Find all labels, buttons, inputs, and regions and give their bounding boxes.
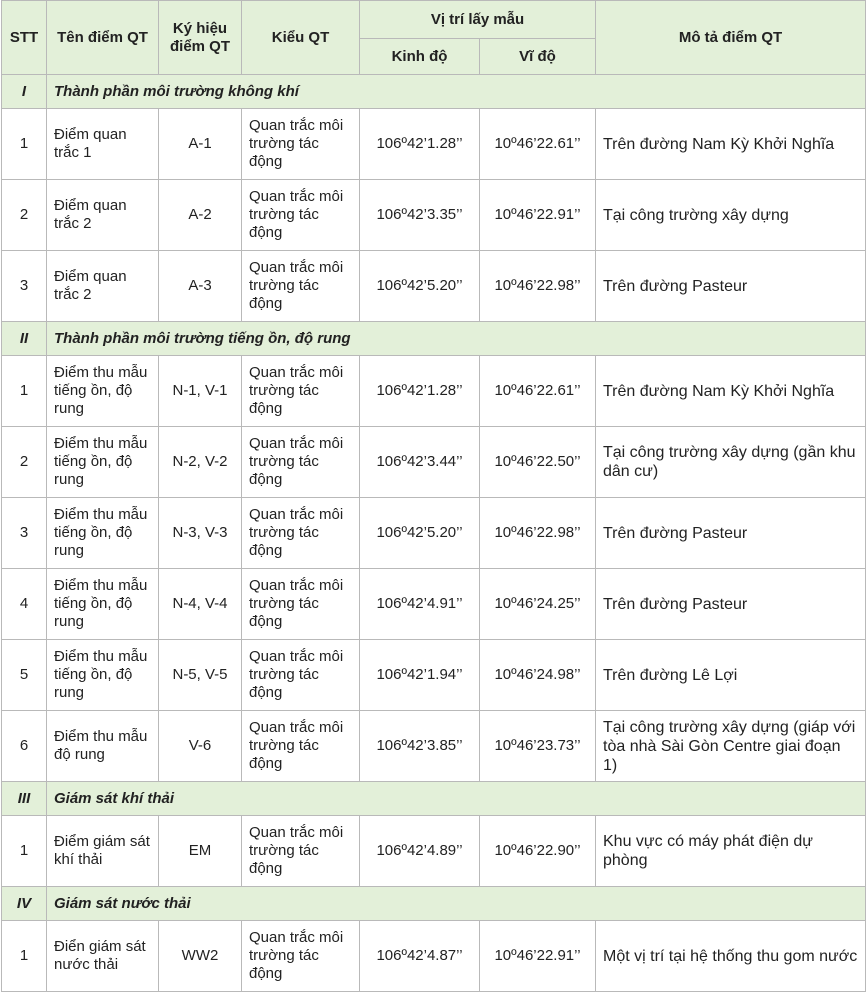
point-code: A-1 xyxy=(159,109,242,180)
point-description: Tại công trường xây dựng (giáp với tòa nhà Sài Gòn Centre giai đoạn 1) xyxy=(596,711,866,782)
point-code: N-1, V-1 xyxy=(159,356,242,427)
monitoring-type: Quan trắc môi trường tác động xyxy=(242,109,360,180)
header-latitude: Vĩ độ xyxy=(480,39,596,75)
point-name: Điểm thu mẫu tiếng ồn, độ rung xyxy=(47,427,159,498)
row-stt: 3 xyxy=(2,498,47,569)
row-stt: 5 xyxy=(2,640,47,711)
section-row xyxy=(2,75,866,109)
section-title: Thành phần môi trường không khí xyxy=(47,75,866,109)
longitude: 106º42’5.20’’ xyxy=(360,251,480,322)
longitude: 106º42’4.91’’ xyxy=(360,569,480,640)
row-stt: 3 xyxy=(2,251,47,322)
table-row xyxy=(2,816,866,887)
point-code: N-4, V-4 xyxy=(159,569,242,640)
point-name: Điểm thu mẫu tiếng ồn, độ rung xyxy=(47,569,159,640)
header-stt: STT xyxy=(2,1,47,75)
latitude: 10º46’23.73’’ xyxy=(480,711,596,782)
table-row xyxy=(2,498,866,569)
header-point-name: Tên điểm QT xyxy=(47,1,159,75)
monitoring-type: Quan trắc môi trường tác động xyxy=(242,498,360,569)
header-sampling-location: Vị trí lấy mẫu xyxy=(360,1,596,39)
section-title: Giám sát nước thải xyxy=(47,887,866,921)
row-stt: 2 xyxy=(2,180,47,251)
table-row xyxy=(2,711,866,782)
monitoring-points-table xyxy=(1,0,866,992)
point-name: Điểm quan trắc 2 xyxy=(47,251,159,322)
point-description: Một vị trí tại hệ thống thu gom nước xyxy=(596,921,866,992)
latitude: 10º46’22.91’’ xyxy=(480,921,596,992)
longitude: 106º42’1.28’’ xyxy=(360,109,480,180)
header-point-code: Ký hiệu điểm QT xyxy=(159,1,242,75)
latitude: 10º46’22.98’’ xyxy=(480,251,596,322)
point-description: Khu vực có máy phát điện dự phòng xyxy=(596,816,866,887)
longitude: 106º42’3.44’’ xyxy=(360,427,480,498)
table-row xyxy=(2,640,866,711)
point-name: Điểm giám sát khí thải xyxy=(47,816,159,887)
point-code: A-3 xyxy=(159,251,242,322)
point-code: WW2 xyxy=(159,921,242,992)
section-row xyxy=(2,782,866,816)
point-code: N-5, V-5 xyxy=(159,640,242,711)
longitude: 106º42’1.28’’ xyxy=(360,356,480,427)
latitude: 10º46’22.50’’ xyxy=(480,427,596,498)
table-row xyxy=(2,569,866,640)
latitude: 10º46’24.25’’ xyxy=(480,569,596,640)
point-name: Điểm thu mẫu tiếng ồn, độ rung xyxy=(47,640,159,711)
row-stt: 1 xyxy=(2,921,47,992)
point-code: V-6 xyxy=(159,711,242,782)
point-name: Điểm thu mẫu độ rung xyxy=(47,711,159,782)
monitoring-type: Quan trắc môi trường tác động xyxy=(242,711,360,782)
monitoring-type: Quan trắc môi trường tác động xyxy=(242,356,360,427)
header-longitude: Kinh độ xyxy=(360,39,480,75)
header-description: Mô tả điểm QT xyxy=(596,1,866,75)
longitude: 106º42’3.35’’ xyxy=(360,180,480,251)
point-description: Tại công trường xây dựng (gần khu dân cư) xyxy=(596,427,866,498)
point-name: Điển giám sát nước thải xyxy=(47,921,159,992)
point-description: Trên đường Nam Kỳ Khởi Nghĩa xyxy=(596,356,866,427)
section-number: I xyxy=(2,75,47,109)
monitoring-type: Quan trắc môi trường tác động xyxy=(242,180,360,251)
monitoring-type: Quan trắc môi trường tác động xyxy=(242,921,360,992)
point-code: EM xyxy=(159,816,242,887)
monitoring-type: Quan trắc môi trường tác động xyxy=(242,427,360,498)
point-code: N-2, V-2 xyxy=(159,427,242,498)
row-stt: 1 xyxy=(2,816,47,887)
header-monitoring-type: Kiểu QT xyxy=(242,1,360,75)
table-row xyxy=(2,180,866,251)
point-name: Điểm quan trắc 2 xyxy=(47,180,159,251)
point-name: Điểm thu mẫu tiếng ồn, độ rung xyxy=(47,356,159,427)
section-row xyxy=(2,887,866,921)
section-row xyxy=(2,322,866,356)
section-number: IV xyxy=(2,887,47,921)
table-body xyxy=(2,75,866,992)
latitude: 10º46’22.98’’ xyxy=(480,498,596,569)
monitoring-type: Quan trắc môi trường tác động xyxy=(242,640,360,711)
row-stt: 4 xyxy=(2,569,47,640)
latitude: 10º46’24.98’’ xyxy=(480,640,596,711)
point-code: A-2 xyxy=(159,180,242,251)
monitoring-type: Quan trắc môi trường tác động xyxy=(242,251,360,322)
row-stt: 6 xyxy=(2,711,47,782)
section-number: II xyxy=(2,322,47,356)
point-description: Tại công trường xây dựng xyxy=(596,180,866,251)
longitude: 106º42’4.87’’ xyxy=(360,921,480,992)
point-description: Trên đường Pasteur xyxy=(596,498,866,569)
row-stt: 1 xyxy=(2,109,47,180)
latitude: 10º46’22.61’’ xyxy=(480,356,596,427)
point-name: Điểm quan trắc 1 xyxy=(47,109,159,180)
point-description: Trên đường Pasteur xyxy=(596,251,866,322)
longitude: 106º42’5.20’’ xyxy=(360,498,480,569)
point-description: Trên đường Nam Kỳ Khởi Nghĩa xyxy=(596,109,866,180)
latitude: 10º46’22.91’’ xyxy=(480,180,596,251)
monitoring-type: Quan trắc môi trường tác động xyxy=(242,569,360,640)
monitoring-type: Quan trắc môi trường tác động xyxy=(242,816,360,887)
point-description: Trên đường Lê Lợi xyxy=(596,640,866,711)
point-description: Trên đường Pasteur xyxy=(596,569,866,640)
point-code: N-3, V-3 xyxy=(159,498,242,569)
section-number: III xyxy=(2,782,47,816)
section-title: Thành phần môi trường tiếng ồn, độ rung xyxy=(47,322,866,356)
latitude: 10º46’22.90’’ xyxy=(480,816,596,887)
longitude: 106º42’3.85’’ xyxy=(360,711,480,782)
row-stt: 2 xyxy=(2,427,47,498)
table-row xyxy=(2,109,866,180)
section-title: Giám sát khí thải xyxy=(47,782,866,816)
table-row xyxy=(2,356,866,427)
table-row xyxy=(2,921,866,992)
longitude: 106º42’1.94’’ xyxy=(360,640,480,711)
table-row xyxy=(2,251,866,322)
row-stt: 1 xyxy=(2,356,47,427)
table-row xyxy=(2,427,866,498)
longitude: 106º42’4.89’’ xyxy=(360,816,480,887)
point-name: Điểm thu mẫu tiếng ồn, độ rung xyxy=(47,498,159,569)
latitude: 10º46’22.61’’ xyxy=(480,109,596,180)
